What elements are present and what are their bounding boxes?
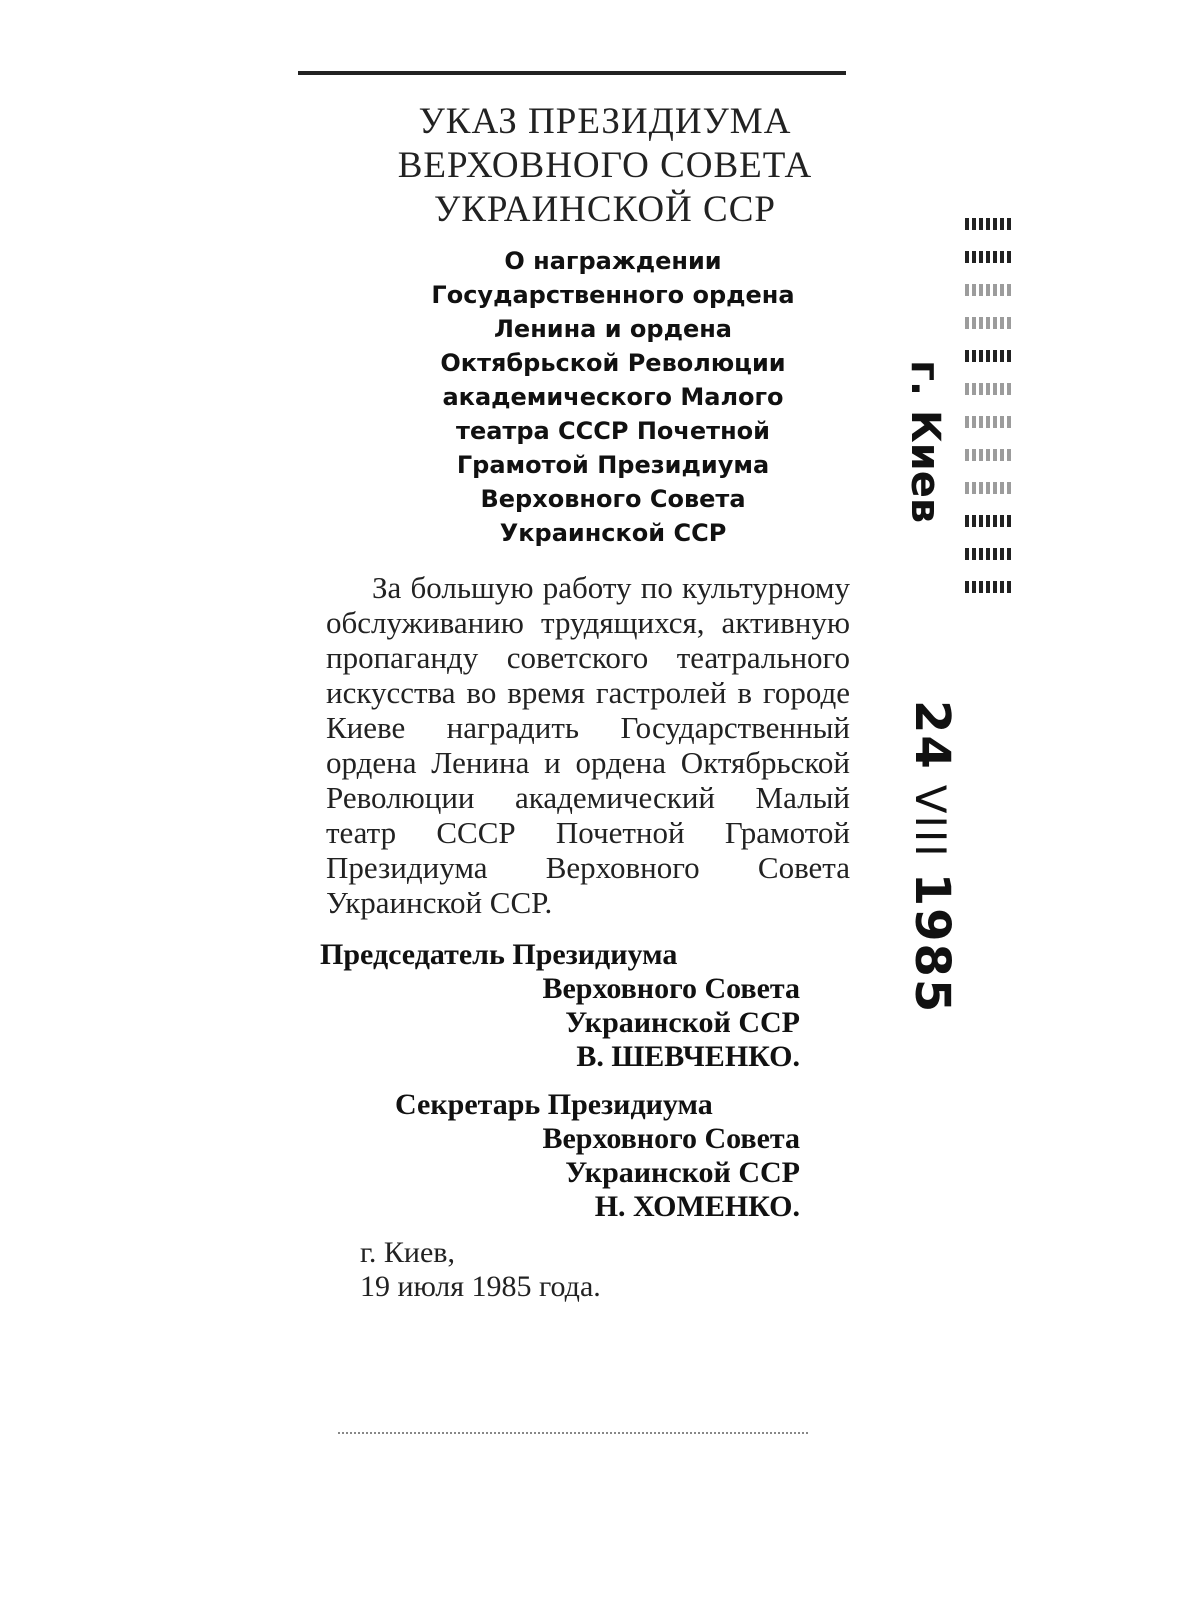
heading-line: УКРАИНСКОЙ ССР xyxy=(434,189,776,230)
secretary-title: Секретарь Президиума xyxy=(395,1088,713,1121)
decree-heading xyxy=(360,100,850,232)
stamp-mark xyxy=(965,317,1013,329)
secretary-signature xyxy=(320,1088,800,1224)
stamp-mark xyxy=(965,383,1013,395)
subtitle-line: Украинской ССР xyxy=(499,519,727,547)
heading-line: ВЕРХОВНОГО СОВЕТА xyxy=(397,145,813,186)
stamp-mark xyxy=(965,251,1013,263)
date-stamp xyxy=(890,360,970,1120)
secretary-name: Н. ХОМЕНКО. xyxy=(594,1190,800,1223)
stamp-year: 1985 xyxy=(904,872,960,1015)
subtitle-line: Государственного ордена xyxy=(431,281,795,309)
chairman-signature xyxy=(320,938,800,1074)
stamp-mark xyxy=(965,482,1013,494)
chairman-line: Украинской ССР xyxy=(565,1006,800,1039)
subtitle-line: Октябрьской Революции xyxy=(440,349,786,377)
subtitle-line: Верховного Совета xyxy=(480,485,746,513)
secretary-line: Верховного Совета xyxy=(542,1122,800,1155)
place-and-date xyxy=(360,1236,850,1304)
stamp-day: 24 xyxy=(904,700,960,771)
chairman-title: Председатель Президиума xyxy=(320,938,678,971)
stamp-mark xyxy=(965,218,1013,230)
stamp-mark xyxy=(965,449,1013,461)
chairman-name: В. ШЕВЧЕНКО. xyxy=(576,1040,800,1073)
signatures xyxy=(320,938,850,1224)
subtitle-line: Ленина и ордена xyxy=(493,315,733,343)
place-city: г. Киев, xyxy=(360,1236,455,1269)
stamp-city: г. Киев xyxy=(902,360,948,524)
subtitle-line: академического Малого xyxy=(442,383,784,411)
stamp-mark xyxy=(965,350,1013,362)
heading-line: УКАЗ ПРЕЗИДИУМА xyxy=(418,101,792,142)
decree-body: За большую работу по культурному обслуживанию трудящихся, активную пропаганду советского театрального искусства во время гастролей в городе Киеве наградить Государственный ордена Ленина и ордена Октябрьской Революции академический Малый театр СССР Почетной Грамотой Президиума Верховного Совета Украинской ССР. xyxy=(326,570,850,920)
stamp-month: VIII xyxy=(906,784,955,859)
decree-subtitle xyxy=(376,244,850,550)
newspaper-clipping xyxy=(320,100,850,1304)
top-rule xyxy=(298,71,846,75)
chairman-line: Верховного Совета xyxy=(542,972,800,1005)
stamp-date xyxy=(904,700,960,1014)
stamp-mark xyxy=(965,581,1013,593)
subtitle-line: Грамотой Президиума xyxy=(456,451,770,479)
stamp-mark xyxy=(965,548,1013,560)
secretary-line: Украинской ССР xyxy=(565,1156,800,1189)
subtitle-line: театра СССР Почетной xyxy=(456,417,770,445)
bottom-rule xyxy=(338,1432,808,1434)
subtitle-line: О награждении xyxy=(504,247,722,275)
stamp-marks xyxy=(965,218,1013,614)
stamp-mark xyxy=(965,284,1013,296)
decree-date: 19 июля 1985 года. xyxy=(360,1270,601,1303)
stamp-mark xyxy=(965,416,1013,428)
stamp-mark xyxy=(965,515,1013,527)
